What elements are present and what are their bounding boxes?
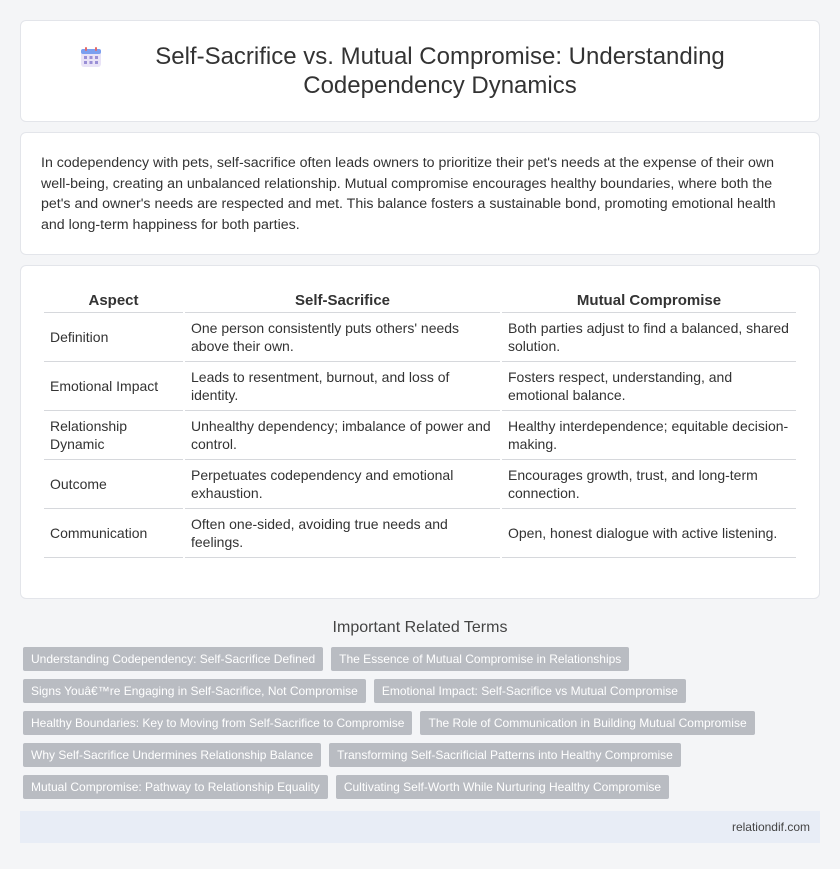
- table-row: [44, 460, 796, 509]
- related-term-link[interactable]: The Essence of Mutual Compromise in Relationships: [331, 647, 629, 671]
- footer-site-link[interactable]: relationdif.com: [731, 820, 810, 834]
- table-cell: Healthy interdependence; equitable decision-making.: [502, 411, 796, 460]
- table-header: Aspect: [44, 288, 183, 313]
- comparison-section: [20, 265, 820, 599]
- related-term-link[interactable]: Why Self-Sacrifice Undermines Relationship Balance: [23, 743, 321, 767]
- related-terms-list: [20, 647, 820, 799]
- related-term-link[interactable]: Transforming Self-Sacrificial Patterns into Healthy Compromise: [329, 743, 681, 767]
- intro-text: In codependency with pets, self-sacrifice often leads owners to prioritize their pet's needs at the expense of their own well-being, creating an unbalanced relationship. Mutual compromise encourages healthy boundaries, where both the pet's and owner's needs are respected and met. This balance fosters a sustainable bond, promoting emotional health and long-term happiness for both parties.: [41, 155, 776, 233]
- table-cell: Encourages growth, trust, and long-term connection.: [502, 460, 796, 509]
- related-term-link[interactable]: Mutual Compromise: Pathway to Relationship Equality: [23, 775, 328, 799]
- table-row: [44, 313, 796, 362]
- related-term-link[interactable]: Emotional Impact: Self-Sacrifice vs Mutual Compromise: [374, 679, 686, 703]
- related-term-link[interactable]: Understanding Codependency: Self-Sacrifice Defined: [23, 647, 323, 671]
- table-cell: Communication: [44, 509, 183, 558]
- related-terms-heading: Important Related Terms: [332, 619, 508, 636]
- table-cell: Definition: [44, 313, 183, 362]
- table-cell: Emotional Impact: [44, 362, 183, 411]
- calendar-icon: [80, 46, 102, 68]
- table-cell: Outcome: [44, 460, 183, 509]
- related-term-link[interactable]: Cultivating Self-Worth While Nurturing Healthy Compromise: [336, 775, 669, 799]
- table-row: [44, 362, 796, 411]
- table-cell: Fosters respect, understanding, and emotional balance.: [502, 362, 796, 411]
- related-terms-section: [20, 619, 820, 799]
- table-header-row: [44, 288, 796, 313]
- table-cell: Perpetuates codependency and emotional exhaustion.: [185, 460, 500, 509]
- comparison-table: [42, 288, 798, 558]
- page-header: [20, 20, 820, 122]
- table-cell: One person consistently puts others' needs above their own.: [185, 313, 500, 362]
- page-footer: [20, 811, 820, 843]
- table-cell: Both parties adjust to find a balanced, shared solution.: [502, 313, 796, 362]
- related-term-link[interactable]: Signs Youâ€™re Engaging in Self-Sacrifice, Not Compromise: [23, 679, 366, 703]
- table-cell: Relationship Dynamic: [44, 411, 183, 460]
- page-title: Self-Sacrifice vs. Mutual Compromise: Understanding Codependency Dynamics: [155, 43, 725, 99]
- table-cell: Unhealthy dependency; imbalance of power and control.: [185, 411, 500, 460]
- table-row: [44, 509, 796, 558]
- table-cell: Often one-sided, avoiding true needs and feelings.: [185, 509, 500, 558]
- table-header: Mutual Compromise: [502, 288, 796, 313]
- table-cell: Leads to resentment, burnout, and loss of identity.: [185, 362, 500, 411]
- table-row: [44, 411, 796, 460]
- related-term-link[interactable]: The Role of Communication in Building Mutual Compromise: [420, 711, 754, 735]
- table-header: Self-Sacrifice: [185, 288, 500, 313]
- related-term-link[interactable]: Healthy Boundaries: Key to Moving from Self-Sacrifice to Compromise: [23, 711, 412, 735]
- intro-section: [20, 132, 820, 255]
- table-cell: Open, honest dialogue with active listening.: [502, 509, 796, 558]
